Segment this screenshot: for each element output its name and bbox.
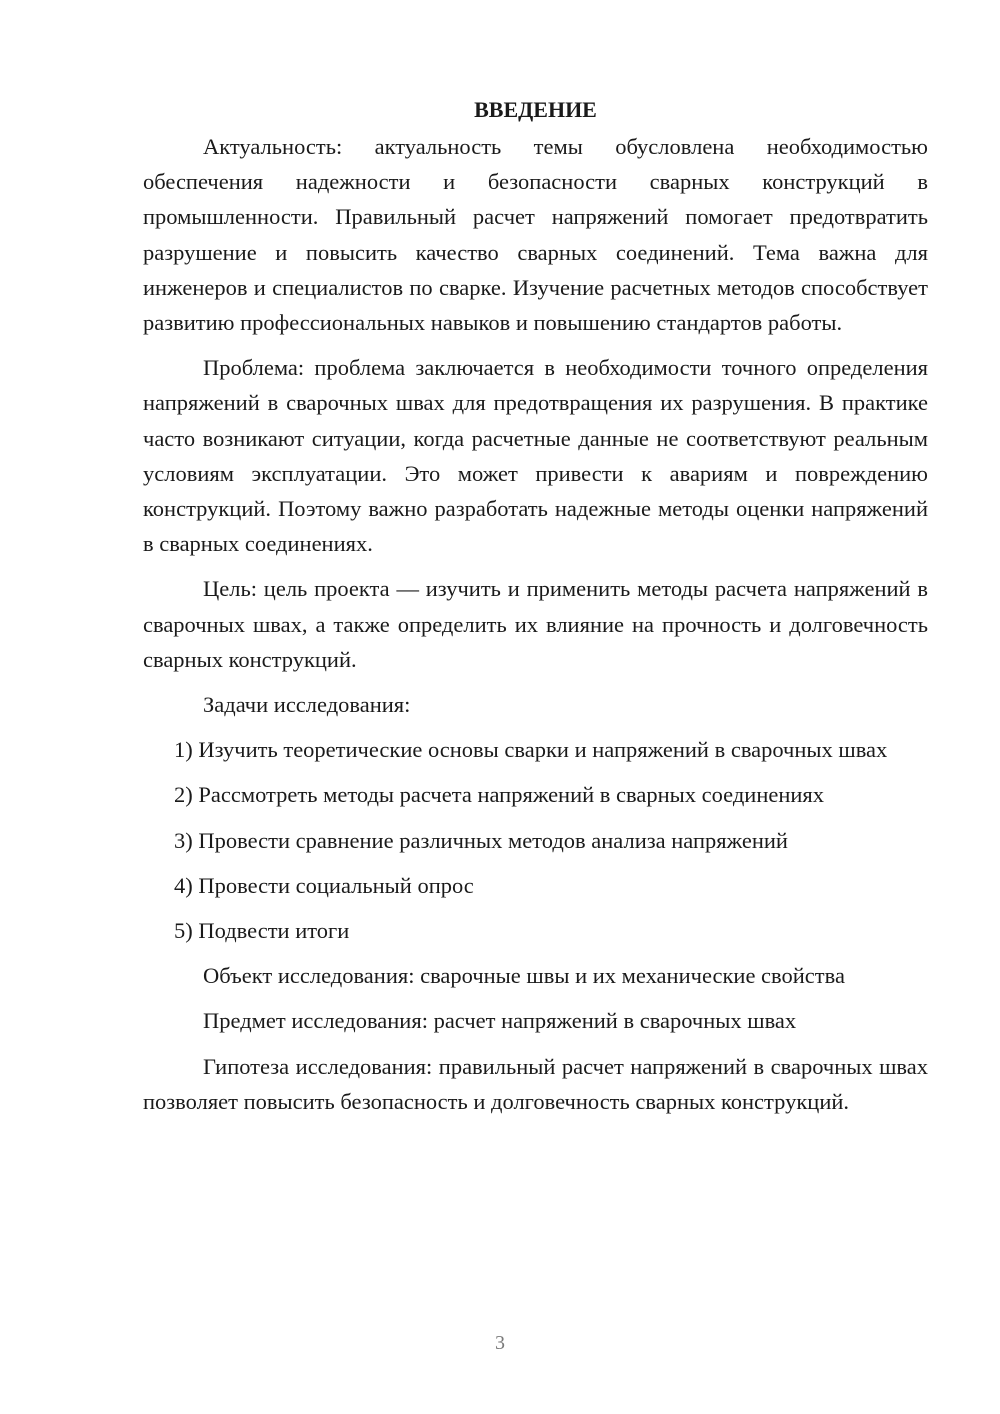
paragraph-goal: Цель: цель проекта — изучить и применить методы расчета напряжений в сварочных швах, а также определить их влияние на прочность и долговечность сварных конструкций.: [143, 576, 928, 672]
task-item-3: 3) Провести сравнение различных методов анализа напряжений: [174, 827, 788, 853]
page-number: 3: [495, 1332, 505, 1354]
section-title: ВВЕДЕНИЕ: [474, 97, 597, 122]
task-item-2: 2) Рассмотреть методы расчета напряжений в сварных соединениях: [174, 782, 825, 808]
research-hypothesis: Гипотеза исследования: правильный расчет напряжений в сварочных швах позволяет повысить безопасность и долговечность сварных конструкций.: [143, 1053, 928, 1114]
tasks-list: [143, 732, 928, 948]
task-item-1: 1) Изучить теоретические основы сварки и напряжений в сварочных швах: [174, 737, 888, 763]
tasks-heading: Задачи исследования:: [203, 692, 411, 718]
research-subject: Предмет исследования: расчет напряжений в сварочных швах: [203, 1008, 797, 1034]
task-item-4: 4) Провести социальный опрос: [174, 872, 474, 898]
task-item-5: 5) Подвести итоги: [174, 918, 350, 944]
paragraph-problem: Проблема: проблема заключается в необходимости точного определения напряжений в сварочных швах для предотвращения их разрушения. В практике часто возникают ситуации, когда расчетные данные не соответствуют реальным условиям эксплуатации. Это может привести к авариям и повреждению конструкций. Поэтому важно разработать надежные методы оценки напряжений в сварных соединениях.: [143, 355, 928, 557]
paragraph-relevance: Актуальность: актуальность темы обусловлена необходимостью обеспечения надежности и безопасности сварных конструкций в промышленности. Правильный расчет напряжений помогает предотвратить разрушение и повысить качество сварных соединений. Тема важна для инженеров и специалистов по сварке. Изучение расчетных методов способствует развитию профессиональных навыков и повышению стандартов работы.: [143, 134, 928, 336]
research-object: Объект исследования: сварочные швы и их механические свойства: [203, 963, 845, 989]
document-page: [143, 92, 928, 1129]
